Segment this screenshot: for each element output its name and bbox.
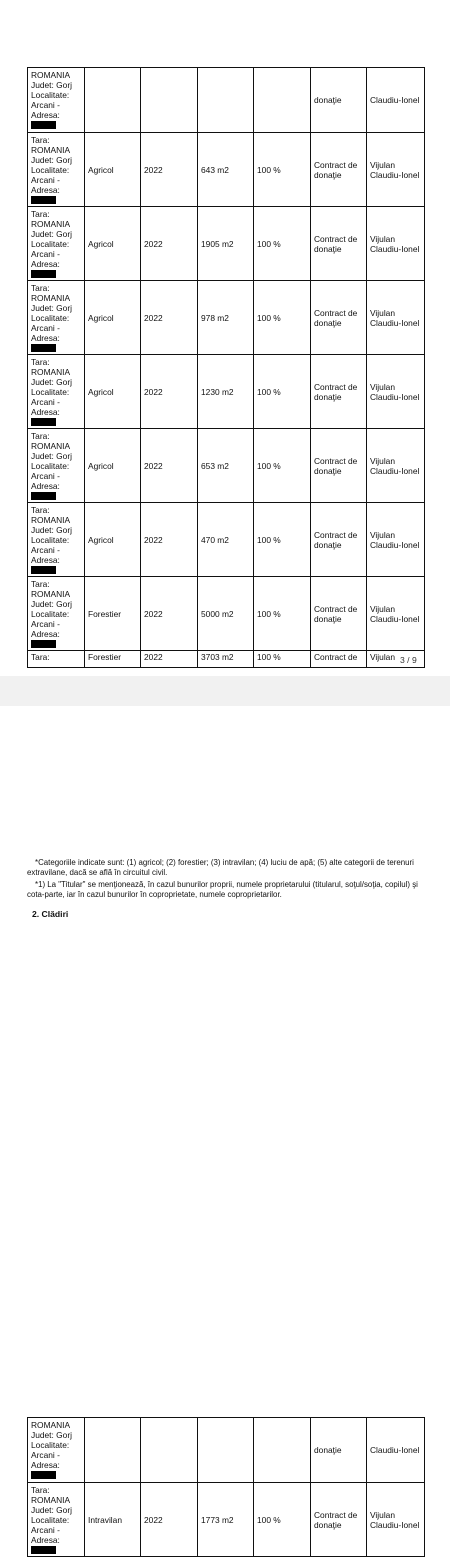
location-line: Adresa: [31, 110, 60, 120]
year-cell: 2022 [141, 577, 198, 651]
location-line: ROMANIA [31, 145, 71, 155]
location-line: Judet: Gorj [31, 451, 72, 461]
owner-cell: Claudiu-Ionel [367, 68, 425, 133]
location-line: Tara: [31, 431, 50, 441]
area-cell: 1773 m2 [198, 1483, 254, 1557]
area-cell: 1230 m2 [198, 355, 254, 429]
location-line: Adresa: [31, 185, 60, 195]
acquisition-mode-cell: Contract de donaţie [311, 281, 367, 355]
acquisition-mode-cell: Contract de donaţie [311, 577, 367, 651]
redacted-address [31, 196, 56, 204]
table-row [28, 429, 425, 503]
location-line: Judet: Gorj [31, 229, 72, 239]
share-cell [254, 68, 311, 133]
table-row [28, 133, 425, 207]
redacted-address [31, 1546, 56, 1554]
location-cell [28, 281, 85, 355]
table-row [28, 68, 425, 133]
location-line: Adresa: [31, 259, 60, 269]
table-row [28, 503, 425, 577]
location-line: Judet: Gorj [31, 599, 72, 609]
share-cell: 100 % [254, 577, 311, 651]
owner-cell: Vijulan Claudiu-Ionel [367, 577, 425, 651]
section-heading-cladiri: 2. Clădiri [32, 909, 69, 919]
location-line: Localitate: [31, 609, 70, 619]
location-line: Judet: Gorj [31, 155, 72, 165]
location-line: Localitate: [31, 313, 70, 323]
year-cell: 2022 [141, 133, 198, 207]
acquisition-mode-cell: Contract de donaţie [311, 1483, 367, 1557]
redacted-address [31, 270, 56, 278]
land-table-page-3 [27, 67, 425, 668]
location-line: Arcani - [31, 100, 60, 110]
location-line: Arcani - [31, 619, 60, 629]
category-cell: Forestier [85, 651, 141, 668]
year-cell: 2022 [141, 651, 198, 668]
location-line: Tara: [31, 579, 50, 589]
location-cell [28, 577, 85, 651]
location-line: ROMANIA [31, 589, 71, 599]
location-line: Adresa: [31, 333, 60, 343]
acquisition-mode-cell: Contract de donaţie [311, 133, 367, 207]
year-cell: 2022 [141, 207, 198, 281]
redacted-address [31, 566, 56, 574]
location-line: Localitate: [31, 90, 70, 100]
share-cell: 100 % [254, 207, 311, 281]
year-cell: 2022 [141, 429, 198, 503]
footnote-owner: *1) La "Titular" se menţionează, în cazul bunurilor proprii, numele proprietarului (titularul, soţul/soţia, copilul) şi cota-parte, iar în cazul bunurilor în coproprietate, numele coproprietarilor. [27, 880, 418, 900]
category-cell: Agricol [85, 207, 141, 281]
area-cell [198, 1418, 254, 1483]
share-cell: 100 % [254, 651, 311, 668]
location-line: Localitate: [31, 461, 70, 471]
location-cell [28, 68, 85, 133]
owner-cell: Vijulan [367, 651, 425, 668]
share-cell: 100 % [254, 429, 311, 503]
location-line: Arcani - [31, 471, 60, 481]
location-cell [28, 503, 85, 577]
share-cell: 100 % [254, 133, 311, 207]
area-cell: 3703 m2 [198, 651, 254, 668]
owner-cell: Claudiu-Ionel [367, 1418, 425, 1483]
share-cell: 100 % [254, 355, 311, 429]
location-line: Judet: Gorj [31, 525, 72, 535]
location-line: Arcani - [31, 397, 60, 407]
area-cell: 1905 m2 [198, 207, 254, 281]
year-cell: 2022 [141, 503, 198, 577]
location-cell [28, 133, 85, 207]
location-line: Arcani - [31, 175, 60, 185]
location-line: Localitate: [31, 239, 70, 249]
document-page-3 [0, 0, 450, 676]
location-line: Tara: [31, 1485, 50, 1495]
category-cell: Agricol [85, 355, 141, 429]
share-cell: 100 % [254, 1483, 311, 1557]
location-line: ROMANIA [31, 1495, 71, 1505]
acquisition-mode-cell: donaţie [311, 1418, 367, 1483]
location-line: Adresa: [31, 1460, 60, 1470]
location-line: Adresa: [31, 407, 60, 417]
year-cell [141, 68, 198, 133]
acquisition-mode-cell: donaţie [311, 68, 367, 133]
area-cell: 643 m2 [198, 133, 254, 207]
location-cell [28, 207, 85, 281]
area-cell: 653 m2 [198, 429, 254, 503]
location-line: Localitate: [31, 535, 70, 545]
location-line: Tara: [31, 505, 50, 515]
year-cell: 2022 [141, 355, 198, 429]
footnote-categories: *Categoriile indicate sunt: (1) agricol; (2) forestier; (3) intravilan; (4) luciu de apă; (5) alte categorii de terenuri extravilane, dacă se află în circuitul civil. [27, 858, 414, 878]
location-line: ROMANIA [31, 515, 71, 525]
location-line: ROMANIA [31, 441, 71, 451]
location-line: ROMANIA [31, 293, 71, 303]
redacted-address [31, 344, 56, 352]
acquisition-mode-cell: Contract de donaţie [311, 429, 367, 503]
share-cell [254, 1418, 311, 1483]
location-line: Localitate: [31, 1515, 70, 1525]
category-cell [85, 1418, 141, 1483]
location-line: Judet: Gorj [31, 303, 72, 313]
category-cell: Agricol [85, 503, 141, 577]
location-line: ROMANIA [31, 70, 71, 80]
acquisition-mode-cell: Contract de donaţie [311, 503, 367, 577]
location-line: Localitate: [31, 387, 70, 397]
location-line: Arcani - [31, 323, 60, 333]
redacted-address [31, 492, 56, 500]
owner-cell: Vijulan Claudiu-Ionel [367, 503, 425, 577]
location-line: Adresa: [31, 1535, 60, 1545]
location-line: Tara: [31, 652, 50, 662]
location-line: Arcani - [31, 1525, 60, 1535]
location-cell [28, 355, 85, 429]
location-line: Judet: Gorj [31, 377, 72, 387]
acquisition-mode-cell: Contract de [311, 651, 367, 668]
owner-cell: Vijulan Claudiu-Ionel [367, 207, 425, 281]
location-line: Localitate: [31, 165, 70, 175]
acquisition-mode-cell: Contract de donaţie [311, 355, 367, 429]
category-cell: Agricol [85, 133, 141, 207]
category-cell: Agricol [85, 429, 141, 503]
owner-cell: Vijulan Claudiu-Ionel [367, 1483, 425, 1557]
year-cell: 2022 [141, 281, 198, 355]
location-line: Adresa: [31, 481, 60, 491]
location-line: Judet: Gorj [31, 80, 72, 90]
location-line: Tara: [31, 135, 50, 145]
category-cell: Forestier [85, 577, 141, 651]
location-line: Adresa: [31, 629, 60, 639]
land-table-page-4 [27, 1417, 425, 1557]
redacted-address [31, 1471, 56, 1479]
location-line: ROMANIA [31, 219, 71, 229]
location-line: Adresa: [31, 555, 60, 565]
owner-cell: Vijulan Claudiu-Ionel [367, 355, 425, 429]
table-row [28, 651, 425, 668]
table-row [28, 207, 425, 281]
owner-cell: Vijulan Claudiu-Ionel [367, 281, 425, 355]
location-cell [28, 1483, 85, 1557]
location-cell [28, 651, 85, 668]
category-cell: Agricol [85, 281, 141, 355]
location-line: Localitate: [31, 1440, 70, 1450]
location-line: Tara: [31, 357, 50, 367]
category-cell: Intravilan [85, 1483, 141, 1557]
area-cell [198, 68, 254, 133]
table-row [28, 281, 425, 355]
acquisition-mode-cell: Contract de donaţie [311, 207, 367, 281]
area-cell: 470 m2 [198, 503, 254, 577]
location-line: Judet: Gorj [31, 1430, 72, 1440]
table-row [28, 1418, 425, 1483]
location-line: ROMANIA [31, 1420, 71, 1430]
share-cell: 100 % [254, 503, 311, 577]
location-line: Judet: Gorj [31, 1505, 72, 1515]
table-row [28, 577, 425, 651]
area-cell: 978 m2 [198, 281, 254, 355]
page-number: 3 / 9 [400, 655, 417, 665]
location-line: Arcani - [31, 249, 60, 259]
table-row [28, 1483, 425, 1557]
owner-cell: Vijulan Claudiu-Ionel [367, 133, 425, 207]
location-line: Tara: [31, 283, 50, 293]
redacted-address [31, 418, 56, 426]
location-line: Tara: [31, 209, 50, 219]
share-cell: 100 % [254, 281, 311, 355]
location-line: Arcani - [31, 1450, 60, 1460]
category-cell [85, 68, 141, 133]
owner-cell: Vijulan Claudiu-Ionel [367, 429, 425, 503]
redacted-address [31, 121, 56, 129]
location-line: Arcani - [31, 545, 60, 555]
redacted-address [31, 640, 56, 648]
page-separator [0, 676, 450, 706]
location-cell [28, 1418, 85, 1483]
table-row [28, 355, 425, 429]
year-cell: 2022 [141, 1483, 198, 1557]
year-cell [141, 1418, 198, 1483]
area-cell: 5000 m2 [198, 577, 254, 651]
location-line: ROMANIA [31, 367, 71, 377]
location-cell [28, 429, 85, 503]
